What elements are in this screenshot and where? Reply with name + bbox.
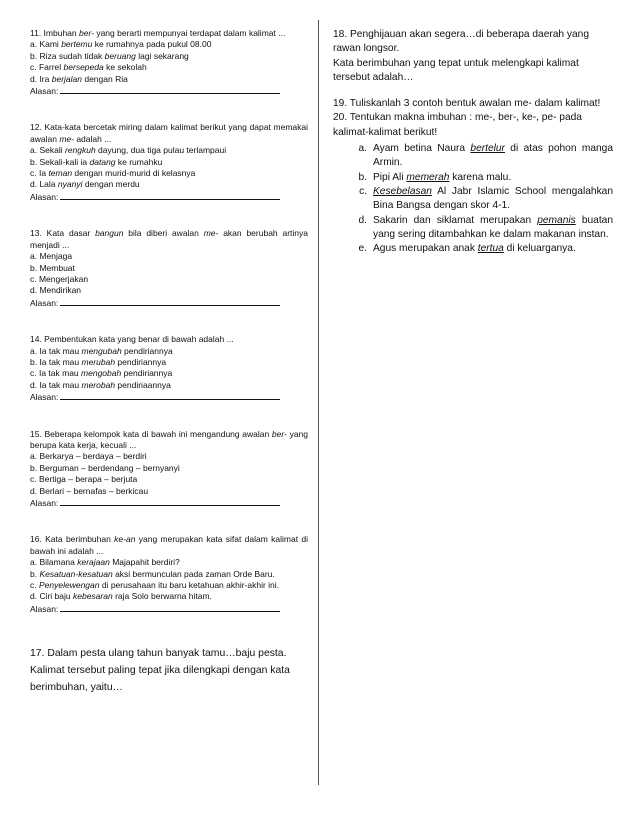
question-18-sentence: 18. Penghijauan akan segera…di beberapa daerah yang rawan longsor. — [333, 29, 590, 55]
alasan-answer-line[interactable] — [60, 191, 280, 200]
option-b: b. Membuat — [30, 262, 75, 273]
question-stem: 15. Beberapa kelompok kata di bawah ini mengandung awalan ber- yang berupa kata kerja, kecuali ... — [30, 428, 308, 450]
option-a: a. Kami bertemu ke rumahnya pada pukul 08.00 — [30, 39, 212, 50]
question-stem: 12. Kata-kata bercetak miring dalam kalimat berikut yang dapat memakai awalan me- adalah ... — [30, 122, 308, 144]
alasan-label: Alasan: — [30, 297, 59, 308]
option-a: a. Ia tak mau mengubah pendiriannya — [30, 345, 173, 356]
question-20-list — [333, 142, 613, 256]
alasan-answer-line[interactable] — [60, 391, 280, 400]
alasan-answer-line[interactable] — [60, 297, 280, 306]
option-c: c. Bertiga – berapa – berjuta — [30, 474, 138, 485]
alasan-answer-line[interactable] — [60, 603, 280, 612]
list-item: a. Ayam betina Naura bertelur di atas pohon manga Armin. — [358, 143, 613, 169]
alasan-row — [30, 85, 308, 97]
alasan-answer-line[interactable] — [60, 497, 280, 506]
question-12 — [30, 122, 308, 203]
question-18 — [333, 28, 613, 85]
option-d: d. Lala nyanyi dengan merdu — [30, 179, 140, 190]
option-a: a. Sekali rengkuh dayung, dua tiga pulau terlampaui — [30, 145, 227, 156]
option-d: d. Ira berjalan dengan Ria — [30, 73, 128, 84]
option-a: a. Berkarya – berdaya – berdiri — [30, 451, 147, 462]
question-stem: 14. Pembentukan kata yang benar di bawah adalah ... — [30, 334, 234, 345]
option-d: d. Ciri baju kebesaran raja Solo berwarna hitam. — [30, 591, 212, 602]
list-item: c. Kesebelasan Al Jabr Islamic School mengalahkan Bina Bangsa dengan skor 4-1. — [359, 185, 613, 212]
alasan-label: Alasan: — [30, 603, 59, 614]
option-b: b. Berguman – berdendang – bernyanyi — [30, 462, 180, 473]
question-11 — [30, 28, 308, 97]
right-column — [333, 28, 613, 256]
option-c: c. Penyelewengan di perusahaan itu baru ketahuan akhir-akhir ini. — [30, 580, 280, 591]
alasan-label: Alasan: — [30, 191, 59, 202]
alasan-row — [30, 497, 308, 509]
question-14 — [30, 334, 308, 403]
question-18-prompt: Kata berimbuhan yang tepat untuk melengkapi kalimat tersebut adalah… — [333, 57, 579, 83]
option-d: d. Ia tak mau merobah pendiriaannya — [30, 379, 171, 390]
list-item: b. Pipi Ali memerah karena malu. — [358, 171, 512, 183]
alasan-row — [30, 297, 308, 309]
option-c: c. Farrel bersepeda ke sekolah — [30, 62, 147, 73]
question-stem: 13. Kata dasar bangun bila diberi awalan me- akan berubah artinya menjadi ... — [30, 228, 308, 250]
option-b: b. Kesatuan-kesatuan aksi bermunculan pada zaman Orde Baru. — [30, 568, 275, 579]
left-column — [30, 28, 308, 696]
list-item: e. Agus merupakan anak tertua di keluarganya. — [358, 243, 576, 255]
alasan-row — [30, 603, 308, 615]
alasan-label: Alasan: — [30, 86, 59, 97]
question-20 — [333, 111, 613, 256]
question-19: 19. Tuliskanlah 3 contoh bentuk awalan me- dalam kalimat! — [333, 98, 601, 110]
option-b: b. Ia tak mau merubah pendiriannya — [30, 356, 167, 367]
alasan-row — [30, 191, 308, 203]
option-b: b. Sekali-kali ia datang ke rumahku — [30, 156, 163, 167]
question-16 — [30, 534, 308, 615]
list-item: d. Sakarin dan siklamat merupakan pemanis buatan yang sering ditambahkan ke dalam makanan instan. — [358, 214, 613, 240]
option-c: c. Ia teman dengan murid-murid di kelasnya — [30, 168, 196, 179]
question-13 — [30, 228, 308, 309]
option-b: b. Riza sudah tidak beruang lagi sekarang — [30, 50, 189, 61]
alasan-label: Alasan: — [30, 392, 59, 403]
option-a: a. Bilamana kerajaan Majapahit berdiri? — [30, 557, 180, 568]
question-17: 17. Dalam pesta ulang tahun banyak tamu…baju pesta. Kalimat tersebut paling tepat jika dilengkapi dengan kata berimbuhan, yaitu… — [30, 648, 290, 694]
option-d: d. Berlari – bernafas – berkicau — [30, 485, 149, 496]
option-c: c. Ia tak mau mengobah pendiriannya — [30, 368, 173, 379]
option-a: a. Menjaga — [30, 251, 73, 262]
question-stem: 16. Kata berimbuhan ke-an yang merupakan kata sifat dalam kalimat di bawah ini adalah ... — [30, 534, 308, 556]
question-20-stem: 20. Tentukan makna imbuhan : me-, ber-, ke-, pe- pada kalimat-kalimat berikut! — [333, 112, 582, 138]
option-d: d. Mendirikan — [30, 285, 82, 296]
option-c: c. Mengerjakan — [30, 273, 89, 284]
alasan-row — [30, 391, 308, 403]
question-stem: 11. Imbuhan ber- yang berarti mempunyai terdapat dalam kalimat ... — [30, 28, 286, 38]
question-15 — [30, 429, 308, 510]
column-divider — [318, 20, 319, 785]
alasan-label: Alasan: — [30, 498, 59, 508]
alasan-answer-line[interactable] — [60, 85, 280, 94]
